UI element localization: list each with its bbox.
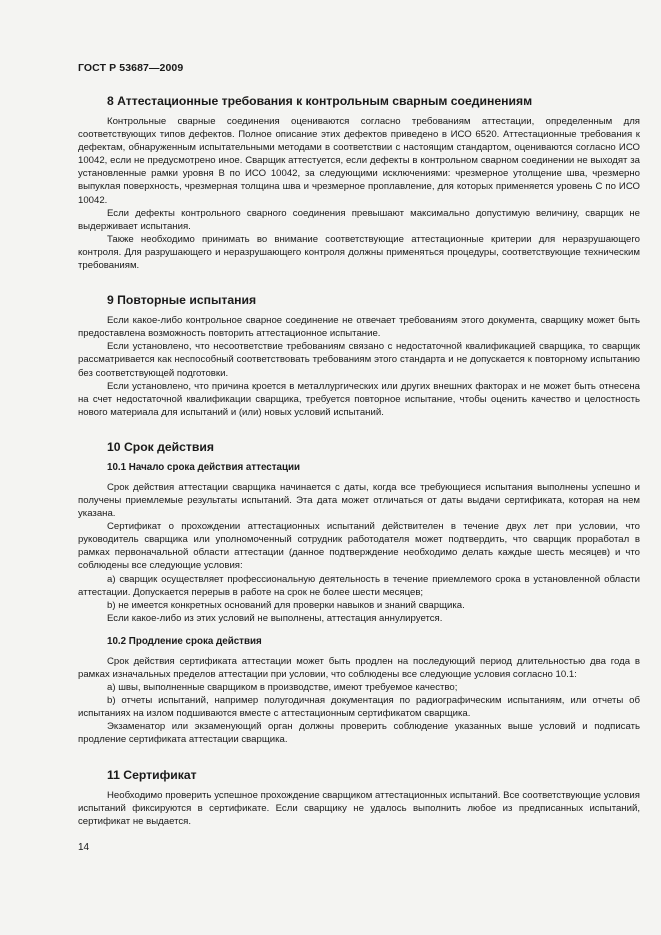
section-9-title: 9 Повторные испытания (107, 293, 257, 308)
paragraph: Если какое-либо контрольное сварное соединение не отвечает требованиям этого документа, сварщику может быть предоставлена возможность повторить аттестационное испытание. (78, 315, 640, 340)
paragraph: Если дефекты контрольного сварного соединения превышают максимально допустимую величину, сварщик не выдерживает испытания. (78, 207, 640, 232)
page-number: 14 (78, 842, 90, 853)
paragraph: Экзаменатор или экзаменующий орган должны проверить соблюдение указанных выше условий и подписать продление сертификата аттестации сварщика. (78, 721, 640, 746)
paragraph: Если установлено, что причина кроется в металлургических или других внешних факторах и не может быть отнесена на счет недостаточной квалификации сварщика, требуется повторное испытание, чтобы оценить качество и целостность нового материала для испытаний и (или) новых условий испытаний. (78, 380, 640, 418)
paragraph: Также необходимо принимать во внимание соответствующие аттестационные критерии для неразрушающего контроля. Для разрушающего и неразрушающего контроля должны применяться процедуры, соответствующие техническим требованиям. (78, 233, 640, 272)
section-10-title: 10 Срок действия (107, 439, 214, 454)
section-11-title: 11 Сертификат (107, 767, 197, 782)
subsection-10-1-title: 10.1 Начало срока действия аттестации (107, 461, 301, 473)
list-item: b) не имеется конкретных оснований для проверки навыков и знаний сварщика. (107, 599, 465, 611)
paragraph: Срок действия аттестации сварщика начинается с даты, когда все требующиеся испытания выполнены успешно и получены приемлемые результаты испытаний. Эта дата может отличаться от даты выдачи сертификата, которая на нем указана. (78, 481, 640, 520)
paragraph: Если установлено, что несоответствие требованиям связано с недостаточной квалификацией сварщика, то сварщик рассматривается как неспособный соответствовать требованиям этого стандарта и не допускается к повторному испытанию без соответствующей подготовки. (78, 341, 640, 379)
list-item: а) швы, выполненные сварщиком в производстве, имеют требуемое качество; (107, 682, 458, 694)
subsection-10-2-title: 10.2 Продление срока действия (107, 635, 262, 647)
document-body (78, 90, 640, 828)
paragraph: Сертификат о прохождении аттестационных испытаний действителен в течение двух лет при условии, что руководитель сварщика или уполномоченный сотрудник работодателя может подтвердить, что сварщик проработал в рамках первоначальной области аттестации (данное подтверждение необходимо делать каждые шесть месяцев) и что соблюдены все следующие условия: (78, 521, 640, 572)
paragraph: Необходимо проверить успешное прохождение сварщиком аттестационных испытаний. Все соответствующие условия испытаний фиксируются в сертификате. Если сварщику не удалось выполнить любое из предписанных испытаний, сертификат не выдается. (78, 789, 640, 827)
document-header: ГОСТ Р 53687—2009 (78, 62, 184, 74)
paragraph: Если какое-либо из этих условий не выполнены, аттестация аннулируется. (107, 612, 443, 624)
section-8-title: 8 Аттестационные требования к контрольным сварным соединениям (107, 94, 533, 108)
list-item: b) отчеты испытаний, например полугодичная документация по радиографическим испытаниям, или отчеты об испытаниях на излом подшиваются вместе с аттестационным сертификатом сварщика. (78, 695, 640, 720)
paragraph: Контрольные сварные соединения оцениваются согласно требованиям аттестации, определенным для соответствующих типов дефектов. Полное описание этих дефектов приведено в ИСО 6520. Аттестационные требования к дефектам, обнаруженным испытательными методами в соответствии с настоящим стандартом, оцениваются согласно ИСО 10042, если не предусмотрено иное. Сварщик аттестуется, если дефекты в контрольном сварном соединении не выходят за установленные рамки уровня В по ИСО 10042, за следующими исключениями: чрезмерное утолщение шва, чрезмерно выпуклая поверхность, чрезмерная толщина шва и чрезмерное проплавление, для которых применяется уровень С по ИСО 10042. (78, 116, 640, 206)
paragraph: Срок действия сертификата аттестации может быть продлен на последующий период длительностью два года в рамках изначальных пределов аттестации при условии, что соблюдены все следующие условия согласно 10.1: (78, 655, 640, 680)
list-item: а) сварщик осуществляет профессиональную деятельность в течение приемлемого срока в установленной области аттестации. Допускается перерыв в работе на срок не более шести месяцев; (78, 573, 640, 598)
